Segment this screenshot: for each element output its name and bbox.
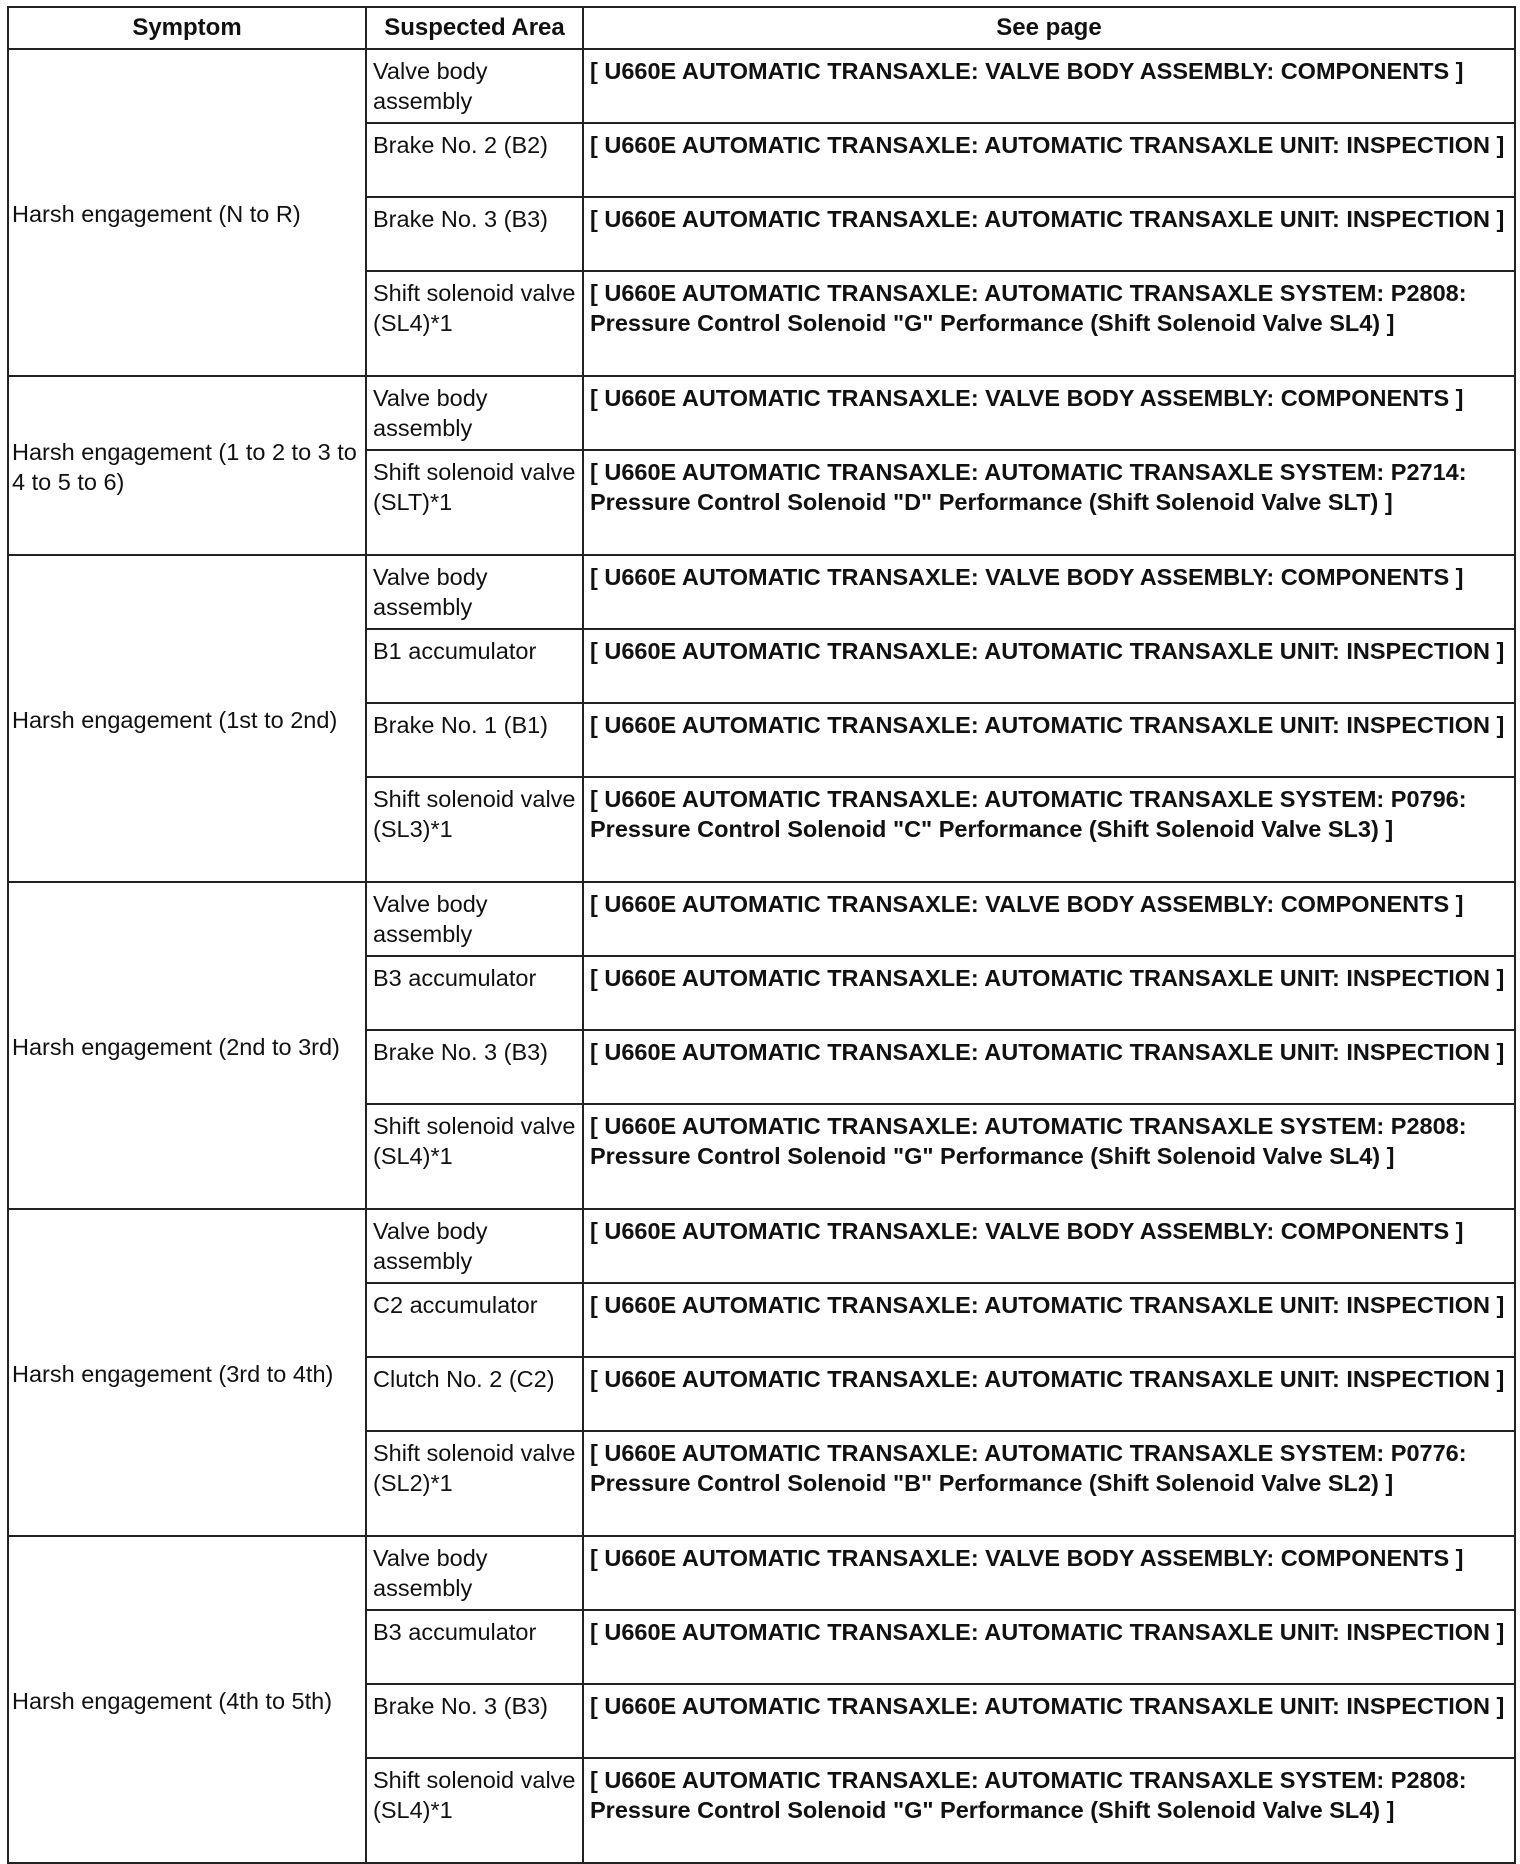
- see-page-link[interactable]: [ U660E AUTOMATIC TRANSAXLE: AUTOMATIC TRANSAXLE UNIT: INSPECTION ]: [583, 197, 1515, 271]
- see-page-link[interactable]: [ U660E AUTOMATIC TRANSAXLE: AUTOMATIC TRANSAXLE SYSTEM: P2714: Pressure Control Solenoid "D" Performance (Shift Solenoid Valve SLT) ]: [583, 450, 1515, 555]
- header-symptom: Symptom: [8, 7, 366, 49]
- suspected-area-cell: Valve body assembly: [366, 376, 583, 450]
- suspected-area-cell: Valve body assembly: [366, 1209, 583, 1283]
- symptom-cell: Harsh engagement (4th to 5th): [8, 1536, 366, 1863]
- see-page-link[interactable]: [ U660E AUTOMATIC TRANSAXLE: AUTOMATIC TRANSAXLE UNIT: INSPECTION ]: [583, 703, 1515, 777]
- see-page-link[interactable]: [ U660E AUTOMATIC TRANSAXLE: AUTOMATIC TRANSAXLE UNIT: INSPECTION ]: [583, 1684, 1515, 1758]
- see-page-link[interactable]: [ U660E AUTOMATIC TRANSAXLE: VALVE BODY ASSEMBLY: COMPONENTS ]: [583, 1209, 1515, 1283]
- see-page-link[interactable]: [ U660E AUTOMATIC TRANSAXLE: AUTOMATIC TRANSAXLE SYSTEM: P0776: Pressure Control Solenoid "B" Performance (Shift Solenoid Valve SL2) ]: [583, 1431, 1515, 1536]
- see-page-link[interactable]: [ U660E AUTOMATIC TRANSAXLE: AUTOMATIC TRANSAXLE SYSTEM: P2808: Pressure Control Solenoid "G" Performance (Shift Solenoid Valve SL4) ]: [583, 271, 1515, 376]
- see-page-link[interactable]: [ U660E AUTOMATIC TRANSAXLE: AUTOMATIC TRANSAXLE UNIT: INSPECTION ]: [583, 1030, 1515, 1104]
- suspected-area-cell: Brake No. 3 (B3): [366, 1684, 583, 1758]
- see-page-link[interactable]: [ U660E AUTOMATIC TRANSAXLE: VALVE BODY ASSEMBLY: COMPONENTS ]: [583, 555, 1515, 629]
- see-page-link[interactable]: [ U660E AUTOMATIC TRANSAXLE: AUTOMATIC TRANSAXLE UNIT: INSPECTION ]: [583, 123, 1515, 197]
- suspected-area-cell: Valve body assembly: [366, 1536, 583, 1610]
- suspected-area-cell: Shift solenoid valve (SL4)*1: [366, 1758, 583, 1863]
- header-see-page: See page: [583, 7, 1515, 49]
- suspected-area-cell: Shift solenoid valve (SL2)*1: [366, 1431, 583, 1536]
- table-row: [8, 1209, 1515, 1283]
- symptom-cell: Harsh engagement (1 to 2 to 3 to 4 to 5 to 6): [8, 376, 366, 555]
- see-page-link[interactable]: [ U660E AUTOMATIC TRANSAXLE: AUTOMATIC TRANSAXLE SYSTEM: P2808: Pressure Control Solenoid "G" Performance (Shift Solenoid Valve SL4) ]: [583, 1758, 1515, 1863]
- table-row: [8, 882, 1515, 956]
- suspected-area-cell: C2 accumulator: [366, 1283, 583, 1357]
- suspected-area-cell: Valve body assembly: [366, 49, 583, 123]
- see-page-link[interactable]: [ U660E AUTOMATIC TRANSAXLE: AUTOMATIC TRANSAXLE UNIT: INSPECTION ]: [583, 956, 1515, 1030]
- suspected-area-cell: Shift solenoid valve (SL4)*1: [366, 1104, 583, 1209]
- suspected-area-cell: Brake No. 1 (B1): [366, 703, 583, 777]
- symptom-cell: Harsh engagement (3rd to 4th): [8, 1209, 366, 1536]
- see-page-link[interactable]: [ U660E AUTOMATIC TRANSAXLE: AUTOMATIC TRANSAXLE SYSTEM: P0796: Pressure Control Solenoid "C" Performance (Shift Solenoid Valve SL3) ]: [583, 777, 1515, 882]
- table-row: [8, 376, 1515, 450]
- table-row: [8, 1536, 1515, 1610]
- table-row: [8, 49, 1515, 123]
- see-page-link[interactable]: [ U660E AUTOMATIC TRANSAXLE: VALVE BODY ASSEMBLY: COMPONENTS ]: [583, 1536, 1515, 1610]
- see-page-link[interactable]: [ U660E AUTOMATIC TRANSAXLE: AUTOMATIC TRANSAXLE UNIT: INSPECTION ]: [583, 1610, 1515, 1684]
- see-page-link[interactable]: [ U660E AUTOMATIC TRANSAXLE: AUTOMATIC TRANSAXLE UNIT: INSPECTION ]: [583, 1283, 1515, 1357]
- suspected-area-cell: B3 accumulator: [366, 1610, 583, 1684]
- see-page-link[interactable]: [ U660E AUTOMATIC TRANSAXLE: VALVE BODY ASSEMBLY: COMPONENTS ]: [583, 49, 1515, 123]
- symptom-cell: Harsh engagement (N to R): [8, 49, 366, 376]
- header-suspected-area: Suspected Area: [366, 7, 583, 49]
- suspected-area-cell: Valve body assembly: [366, 555, 583, 629]
- see-page-link[interactable]: [ U660E AUTOMATIC TRANSAXLE: VALVE BODY ASSEMBLY: COMPONENTS ]: [583, 882, 1515, 956]
- suspected-area-cell: B3 accumulator: [366, 956, 583, 1030]
- table-row: [8, 555, 1515, 629]
- see-page-link[interactable]: [ U660E AUTOMATIC TRANSAXLE: AUTOMATIC TRANSAXLE UNIT: INSPECTION ]: [583, 1357, 1515, 1431]
- header-row: [8, 7, 1515, 49]
- suspected-area-cell: Brake No. 3 (B3): [366, 1030, 583, 1104]
- suspected-area-cell: B1 accumulator: [366, 629, 583, 703]
- suspected-area-cell: Valve body assembly: [366, 882, 583, 956]
- see-page-link[interactable]: [ U660E AUTOMATIC TRANSAXLE: AUTOMATIC TRANSAXLE SYSTEM: P2808: Pressure Control Solenoid "G" Performance (Shift Solenoid Valve SL4) ]: [583, 1104, 1515, 1209]
- symptom-cell: Harsh engagement (1st to 2nd): [8, 555, 366, 882]
- see-page-link[interactable]: [ U660E AUTOMATIC TRANSAXLE: VALVE BODY ASSEMBLY: COMPONENTS ]: [583, 376, 1515, 450]
- symptom-cell: Harsh engagement (2nd to 3rd): [8, 882, 366, 1209]
- suspected-area-cell: Brake No. 2 (B2): [366, 123, 583, 197]
- see-page-link[interactable]: [ U660E AUTOMATIC TRANSAXLE: AUTOMATIC TRANSAXLE UNIT: INSPECTION ]: [583, 629, 1515, 703]
- suspected-area-cell: Brake No. 3 (B3): [366, 197, 583, 271]
- suspected-area-cell: Clutch No. 2 (C2): [366, 1357, 583, 1431]
- suspected-area-cell: Shift solenoid valve (SL4)*1: [366, 271, 583, 376]
- symptom-table: [7, 6, 1516, 1864]
- suspected-area-cell: Shift solenoid valve (SL3)*1: [366, 777, 583, 882]
- table-body: [8, 49, 1515, 1863]
- suspected-area-cell: Shift solenoid valve (SLT)*1: [366, 450, 583, 555]
